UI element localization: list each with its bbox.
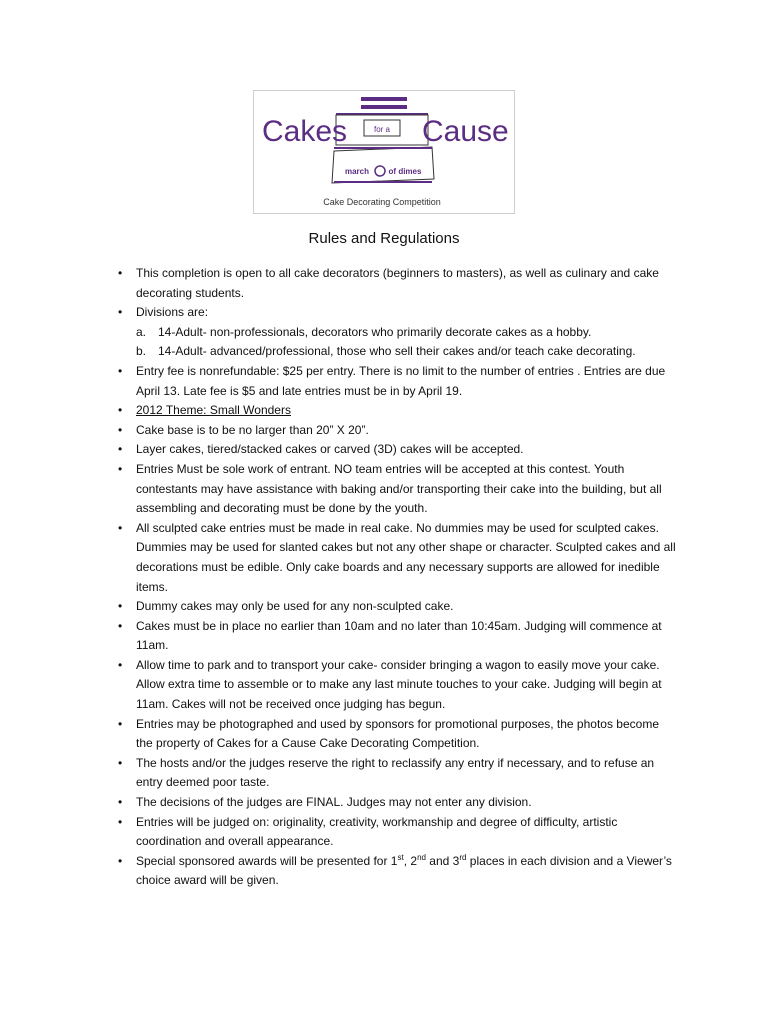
rule-text: Allow time to park and to transport your cake- consider bringing a wagon to easily move your cake. Allow extra time to assemble or to make any last minute touches to your cake. Judging will begin at 11am. Cakes will not be received once judging has begun. bbox=[136, 657, 662, 712]
awards-text-part: places in each division and a Viewer’s choice award will be given. bbox=[136, 853, 672, 888]
rule-text: Cakes must be in place no earlier than 10am and no later than 10:45am. Judging will commence at 11am. bbox=[136, 618, 662, 653]
list-item bbox=[118, 460, 678, 519]
rule-text bbox=[136, 854, 672, 888]
rule-text: Entries Must be sole work of entrant. NO team entries will be accepted at this contest. Youth contestants may have assistance with baking and/or transporting their cake into the building, but all assembling and decorating must be done by the youth. bbox=[136, 461, 662, 516]
list-item bbox=[136, 342, 678, 362]
logo-artwork bbox=[254, 91, 514, 213]
bullet-icon: • bbox=[118, 599, 123, 614]
bullet-icon: • bbox=[118, 618, 123, 633]
rule-text: Dummy cakes may only be used for any non-sculpted cake. bbox=[136, 599, 454, 614]
list-item bbox=[118, 401, 678, 421]
bullet-icon: • bbox=[118, 363, 123, 378]
bullet-icon: • bbox=[118, 795, 123, 810]
rule-text: 14-Adult- non-professionals, decorators who primarily decorate cakes as a hobby. bbox=[158, 324, 592, 339]
logo-badge-mark-icon bbox=[375, 166, 385, 176]
rule-text: Entry fee is nonrefundable: $25 per entry. There is no limit to the number of entries . Entries are due April 13. Late fee is $5 and late entries must be in by April 19. bbox=[136, 363, 666, 398]
rule-text: The decisions of the judges are FINAL. Judges may not enter any division. bbox=[136, 795, 532, 810]
logo-tagline: Cake Decorating Competition bbox=[323, 197, 441, 207]
rule-text: 14-Adult- advanced/professional, those who sell their cakes and/or teach cake decorating. bbox=[158, 344, 636, 359]
logo-word-mid: for a bbox=[373, 125, 391, 134]
logo-tier-bar bbox=[334, 147, 432, 149]
logo-word-left: Cakes bbox=[262, 115, 348, 148]
rule-text: The hosts and/or the judges reserve the right to reclassify any entry if necessary, and to refuse an entry deemed poor taste. bbox=[136, 755, 655, 790]
bullet-icon: • bbox=[118, 853, 123, 868]
rule-text: Divisions are: bbox=[136, 305, 209, 320]
bullet-icon: • bbox=[118, 814, 123, 829]
ordinal-suffix: rd bbox=[459, 852, 467, 862]
logo-badge-left: march bbox=[344, 167, 370, 176]
theme-text: 2012 Theme: Small Wonders bbox=[136, 403, 291, 418]
bullet-icon: • bbox=[118, 461, 123, 476]
divisions-list bbox=[136, 323, 678, 362]
bullet-icon: • bbox=[118, 716, 123, 731]
awards-text-part: , 2 bbox=[403, 853, 418, 868]
logo-tier-bar bbox=[334, 181, 432, 183]
logo-word-right: Cause bbox=[422, 115, 509, 148]
list-item bbox=[118, 754, 678, 793]
rules-list bbox=[118, 264, 678, 891]
ordinal-suffix: st bbox=[397, 852, 404, 862]
rule-text: This completion is open to all cake decorators (beginners to masters), as well as culinary and cake decorating students. bbox=[136, 266, 659, 300]
bullet-icon: • bbox=[118, 442, 123, 457]
bullet-icon: • bbox=[118, 755, 123, 770]
rule-text: Entries will be judged on: originality, creativity, workmanship and degree of difficulty, artistic coordination and overall appearance. bbox=[136, 814, 618, 849]
bullet-icon: • bbox=[118, 657, 123, 672]
bullet-icon: • bbox=[118, 305, 123, 320]
list-item bbox=[118, 519, 678, 597]
bullet-icon: • bbox=[118, 520, 123, 535]
list-item bbox=[118, 597, 678, 617]
list-item bbox=[136, 323, 678, 343]
awards-text-part: and 3 bbox=[425, 853, 460, 868]
ordinal-suffix: nd bbox=[417, 852, 426, 862]
bullet-icon: • bbox=[118, 403, 123, 418]
list-item bbox=[118, 303, 678, 362]
logo-badge-right: of dimes bbox=[388, 167, 422, 176]
list-letter: a. bbox=[136, 324, 147, 339]
list-item bbox=[118, 362, 678, 401]
list-item bbox=[118, 813, 678, 852]
logo-tier-bar bbox=[361, 105, 407, 109]
awards-text-part: Special sponsored awards will be presented for 1 bbox=[136, 853, 398, 868]
cakes-for-a-cause-logo bbox=[253, 90, 515, 214]
rule-text: Cake base is to be no larger than 20” X 20”. bbox=[136, 422, 369, 437]
list-item bbox=[118, 440, 678, 460]
list-item bbox=[118, 852, 678, 891]
list-item bbox=[118, 264, 678, 303]
rule-text: Layer cakes, tiered/stacked cakes or carved (3D) cakes will be accepted. bbox=[136, 442, 524, 457]
bullet-icon: • bbox=[118, 266, 123, 280]
bullet-icon: • bbox=[118, 422, 123, 437]
rule-text: All sculpted cake entries must be made in real cake. No dummies may be used for sculpted cakes. Dummies may be used for slanted cakes but not any other shape or character. Sculpted cakes and all decorations must be edible. Only cake boards and any necessary supports are allowed for inedible items. bbox=[136, 520, 676, 594]
logo-tier-bar bbox=[361, 97, 407, 101]
list-item bbox=[118, 656, 678, 715]
list-item bbox=[118, 421, 678, 441]
list-letter: b. bbox=[136, 344, 147, 359]
list-item bbox=[118, 617, 678, 656]
list-item bbox=[118, 793, 678, 813]
logo-bottom-tier bbox=[332, 147, 434, 183]
rule-text: Entries may be photographed and used by sponsors for promotional purposes, the photos become the property of Cakes for a Cause Cake Decorating Competition. bbox=[136, 716, 659, 751]
page-title: Rules and Regulations bbox=[308, 230, 460, 247]
list-item bbox=[118, 715, 678, 754]
